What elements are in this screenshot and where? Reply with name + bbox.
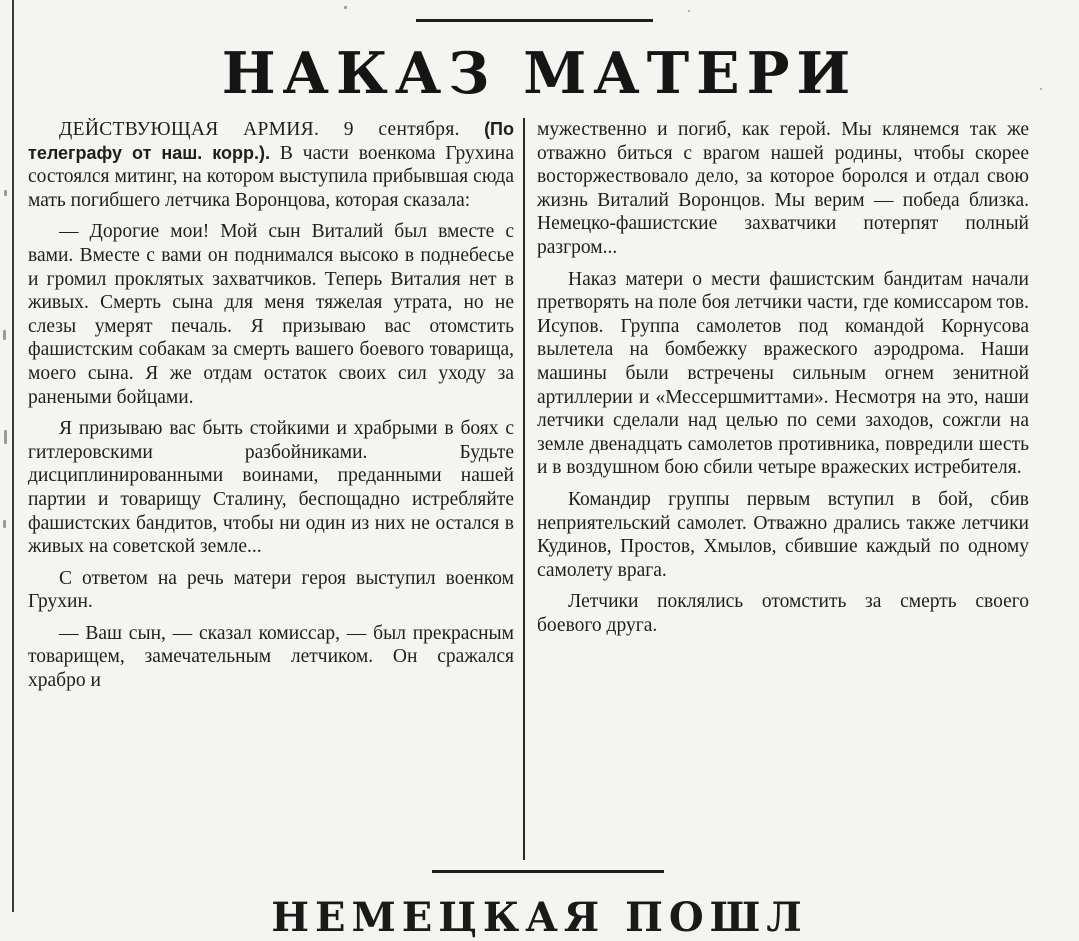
print-speck xyxy=(1040,88,1042,90)
print-speck xyxy=(344,6,347,9)
article-paragraph: — Дорогие мои! Мой сын Виталий был вместе с вами. Вместе с вами он поднимался высоко в поднебесье и громил проклятых захватчиков. Теперь Виталия нет в живых. Смерть сына для меня тяжелая утрата, но не слезы умерят печаль. Я призываю вас отомстить фашистским собакам за смерть вашего боевого товарища, моего сына. Я же отдам остаток своих сил уходу за ранеными бойцами. xyxy=(28,221,514,408)
print-speck xyxy=(688,10,690,12)
bottom-separator-rule xyxy=(432,870,664,873)
print-speck xyxy=(4,190,7,196)
print-speck xyxy=(3,520,6,528)
print-speck xyxy=(3,330,6,340)
top-separator-rule xyxy=(416,19,653,22)
article-left-column xyxy=(28,118,514,701)
article-right-column xyxy=(537,118,1029,645)
article-headline: НАКАЗ МАТЕРИ xyxy=(221,40,858,107)
article-dateline: ДЕЙСТВУЮЩАЯ АРМИЯ. 9 сентября. xyxy=(59,119,460,140)
article-paragraph: — Ваш сын, — сказал комиссар, — был прекрасным товарищем, замечательным летчиком. Он сражался храбро и xyxy=(28,622,514,692)
article-lead-paragraph xyxy=(28,118,514,212)
article-paragraph-continued: мужественно и погиб, как герой. Мы клянемся так же отважно биться с врагом нашей родины, чтобы скорее восторжествовало дело, за которое боролся и отдал свою жизнь Виталий Воронцов. Мы верим — победа близка. Немецко-фашистские захватчики потерпят полный разгром... xyxy=(537,119,1029,258)
article-paragraph: Я призываю вас быть стойкими и храбрыми в боях с гитлеровскими разбойниками. Будьте дисциплинированными воинами, преданными нашей партии и товарищу Сталину, беспощадно истребляйте фашистских бандитов, чтобы ни один из них не остался в живых на советской земле... xyxy=(28,418,514,558)
article-paragraph: Наказ матери о мести фашистским бандитам начали претворять на поле боя летчики части, где комиссаром тов. Исупов. Группа самолетов под командой Корнусова вылетела на бомбежку вражеского аэродрома. Наши машины были встречены сильным огнем зенитной артиллерии и «Мессершмиттами». Несмотря на это, наши летчики сделали над целью по семи заходов, сожгли на земле двенадцать самолетов противника, повредили шесть и в воздушном бою сбили четыре вражеских истребителя. xyxy=(537,268,1029,479)
next-article-headline: НЕМЕЦКАЯ ПОШЛ xyxy=(271,894,808,941)
article-paragraph: С ответом на речь матери героя выступил военком Грухин. xyxy=(28,567,514,613)
article-paragraph: Командир группы первым вступил в бой, сбив неприятельский самолет. Отважно дрались также летчики Кудинов, Простов, Хмылов, сбившие каждый по одному самолету врага. xyxy=(537,488,1029,581)
print-speck xyxy=(4,430,7,444)
page-edge-line xyxy=(12,0,14,912)
column-divider xyxy=(523,118,525,860)
article-paragraph: Летчики поклялись отомстить за смерть своего боевого друга. xyxy=(537,591,1029,636)
article-source-note: (По телеграфу от наш. корр.). xyxy=(28,119,514,163)
article-lead-text: В части военкома Грухина состоялся митинг, на котором выступила прибывшая сюда мать погибшего летчика Воронцова, которая сказала: xyxy=(28,142,514,211)
